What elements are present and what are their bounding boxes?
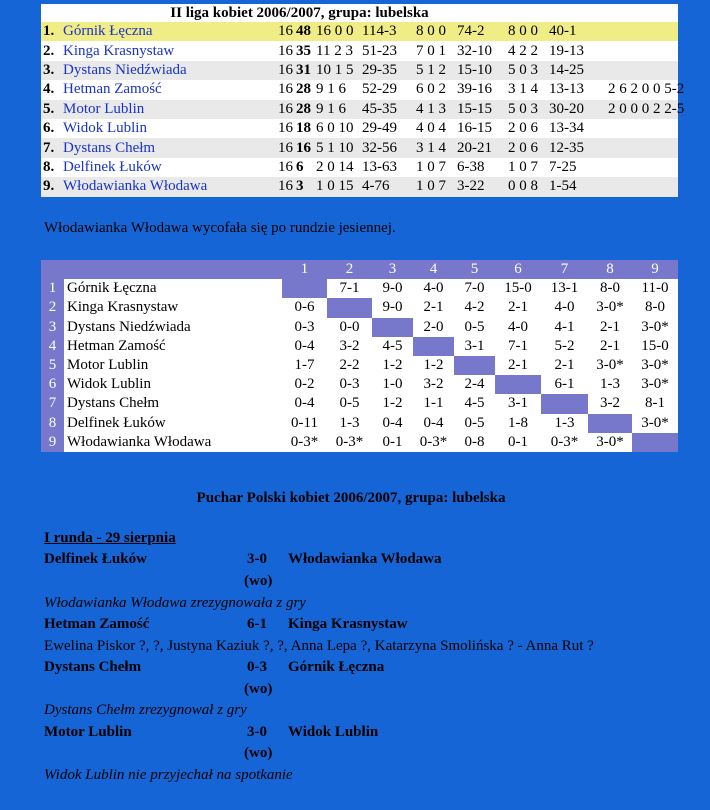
standing-home-goals: 16-15 [457, 120, 492, 137]
standing-matches: 16 [278, 81, 293, 98]
grid-result-cell: 0-5 [464, 414, 485, 431]
standing-team-name: Hetman Zamość [63, 81, 162, 98]
grid-row-number: 2 [41, 298, 64, 317]
standings-table [41, 4, 685, 197]
standing-wdl: 11 2 3 [316, 42, 353, 59]
grid-result-cell: 4-1 [554, 318, 575, 335]
grid-result-cell: 3-0* [596, 357, 624, 374]
standing-wdl: 9 1 6 [316, 100, 346, 117]
standing-head-to-head: 2 0 0 0 2 2-5 [608, 100, 685, 117]
standing-points: 28 [296, 100, 311, 117]
grid-result-cell: 1-2 [423, 357, 444, 374]
standing-points: 48 [296, 23, 311, 40]
grid-result-cell: 1-1 [423, 395, 444, 412]
match-walkover: (wo) [244, 745, 273, 761]
standing-matches: 16 [278, 120, 293, 137]
grid-result-cell: 0-3 [339, 376, 360, 393]
standing-wdl: 1 0 15 [316, 178, 354, 195]
standings-row [41, 22, 678, 41]
standing-home-goals: 15-10 [457, 61, 492, 78]
match-score: 3-0 [247, 724, 267, 740]
standing-away-goals: 30-20 [549, 100, 584, 117]
grid-column-header: 4 [413, 260, 454, 279]
standing-head-to-head [608, 177, 678, 196]
match-away-team: Włodawianka Włodawa [288, 551, 442, 567]
grid-column-header: 2 [327, 260, 372, 279]
standing-home-goals: 15-15 [457, 100, 492, 117]
grid-result-cell: 1-7 [294, 357, 315, 374]
grid-column-header: 3 [372, 260, 413, 279]
standing-position: 6. [43, 120, 55, 137]
standing-away-record: 1 0 7 [508, 158, 538, 175]
standing-home-record: 4 0 4 [416, 120, 446, 137]
grid-header-row [41, 260, 678, 279]
standing-position: 4. [43, 81, 55, 98]
standing-points: 28 [296, 81, 311, 98]
grid-diagonal-cell [588, 414, 632, 433]
grid-result-cell: 2-1 [554, 357, 575, 374]
grid-row-number: 1 [41, 279, 64, 298]
grid-result-cell: 0-11 [291, 414, 318, 431]
grid-diagonal-cell [454, 356, 495, 375]
grid-row [41, 394, 678, 413]
grid-result-cell: 3-0* [641, 376, 669, 393]
standing-position: 5. [43, 100, 55, 117]
grid-result-cell: 15-0 [641, 337, 669, 354]
grid-result-cell: 4-5 [382, 337, 403, 354]
grid-corner [41, 260, 64, 279]
grid-row [41, 337, 678, 356]
standing-position: 2. [43, 42, 55, 59]
match-home-team: Hetman Zamość [44, 616, 150, 632]
grid-result-cell: 2-1 [600, 337, 620, 354]
grid-team-name: Górnik Łęczna [67, 280, 157, 297]
grid-row-number: 5 [41, 356, 64, 375]
grid-result-cell: 0-8 [464, 433, 485, 450]
grid-result-cell: 3-0* [641, 414, 669, 431]
grid-result-cell: 4-0 [508, 318, 528, 335]
grid-row [41, 318, 678, 337]
standings-row [41, 158, 678, 177]
grid-result-cell: 0-3* [550, 433, 579, 450]
standing-goals: 29-49 [362, 120, 397, 137]
standing-goals: 29-35 [362, 61, 397, 78]
standing-home-goals: 20-21 [457, 139, 492, 156]
grid-result-cell: 3-2 [600, 395, 620, 412]
standing-head-to-head [608, 61, 678, 80]
grid-result-cell: 0-1 [382, 433, 403, 450]
standing-home-record: 7 0 1 [416, 42, 446, 59]
standing-home-goals: 39-16 [457, 81, 492, 98]
grid-result-cell: 0-3 [294, 318, 315, 335]
grid-result-cell: 9-0 [382, 280, 403, 297]
grid-team-name: Włodawianka Włodawa [67, 433, 212, 450]
grid-result-cell: 0-3* [419, 433, 448, 450]
match-away-team: Widok Lublin [288, 724, 379, 740]
standing-home-record: 8 0 0 [416, 23, 446, 40]
grid-team-name: Motor Lublin [67, 357, 149, 374]
grid-result-cell: 7-1 [508, 337, 528, 354]
grid-result-cell: 3-0* [641, 318, 669, 335]
grid-team-name: Dystans Chełm [67, 395, 160, 412]
grid-result-cell: 2-1 [423, 299, 444, 316]
standing-head-to-head [608, 119, 678, 138]
match-note: Widok Lublin nie przyjechał na spotkanie [44, 767, 293, 783]
grid-result-cell: 1-3 [554, 414, 575, 431]
grid-result-cell: 1-0 [382, 376, 403, 393]
standing-team-name: Górnik Łęczna [63, 23, 153, 40]
standing-home-goals: 32-10 [457, 42, 492, 59]
grid-result-cell: 4-0 [423, 280, 444, 297]
standing-away-record: 5 0 3 [508, 100, 538, 117]
standing-away-record: 4 2 2 [508, 42, 538, 59]
grid-result-cell: 11-0 [641, 280, 669, 297]
grid-row-number: 6 [41, 375, 64, 394]
standing-away-goals: 13-34 [549, 120, 584, 137]
standing-matches: 16 [278, 178, 293, 195]
grid-result-cell: 2-4 [464, 376, 485, 393]
grid-result-cell: 1-2 [382, 395, 403, 412]
grid-result-cell: 15-0 [504, 280, 532, 297]
grid-result-cell: 8-0 [645, 299, 665, 316]
grid-result-cell: 2-2 [339, 357, 360, 374]
standing-matches: 16 [278, 158, 293, 175]
standing-away-goals: 40-1 [549, 23, 577, 40]
grid-row [41, 279, 678, 298]
standing-away-record: 5 0 3 [508, 61, 538, 78]
grid-column-header: 6 [495, 260, 541, 279]
grid-result-cell: 3-0* [596, 433, 624, 450]
standing-away-goals: 13-13 [549, 81, 584, 98]
standing-away-record: 0 0 8 [508, 178, 538, 195]
standing-matches: 16 [278, 139, 293, 156]
grid-result-cell: 0-6 [294, 299, 315, 316]
standing-head-to-head [608, 22, 678, 41]
standing-goals: 4-76 [362, 178, 390, 195]
standing-home-record: 1 0 7 [416, 178, 446, 195]
match-walkover: (wo) [244, 681, 273, 697]
standing-home-record: 4 1 3 [416, 100, 446, 117]
grid-row-number: 9 [41, 433, 64, 452]
match-walkover: (wo) [244, 573, 273, 589]
match-home-team: Motor Lublin [44, 724, 132, 740]
standing-wdl: 5 1 10 [316, 139, 354, 156]
grid-diagonal-cell [541, 394, 588, 413]
standings-title: II liga kobiet 2006/2007, grupa: lubelska [170, 5, 429, 21]
standing-wdl: 10 1 5 [316, 61, 354, 78]
match-note: Dystans Chełm zrezygnował z gry [44, 702, 247, 718]
grid-row-number: 8 [41, 414, 64, 433]
grid-result-cell: 0-0 [339, 318, 360, 335]
standing-goals: 45-35 [362, 100, 397, 117]
grid-result-cell: 7-1 [339, 280, 360, 297]
grid-team-name: Hetman Zamość [67, 337, 166, 354]
standing-home-goals: 74-2 [457, 23, 485, 40]
grid-row-number: 3 [41, 318, 64, 337]
standing-home-record: 1 0 7 [416, 158, 446, 175]
standing-away-goals: 14-25 [549, 61, 584, 78]
standing-team-name: Delfinek Łuków [63, 158, 162, 175]
grid-row [41, 356, 678, 375]
standing-head-to-head [608, 41, 678, 60]
standing-team-name: Dystans Niedźwiada [63, 61, 187, 78]
match-score: 0-3 [247, 659, 267, 675]
standings-row [41, 41, 678, 60]
standings-row [41, 61, 678, 80]
standing-wdl: 16 0 0 [316, 23, 354, 40]
grid-result-cell: 8-1 [645, 395, 665, 412]
standings-row [41, 119, 678, 138]
grid-result-cell: 3-2 [339, 337, 360, 354]
standing-head-to-head: 2 6 2 0 0 5-2 [608, 81, 685, 98]
cup-section [0, 490, 710, 783]
grid-result-cell: 1-3 [339, 414, 360, 431]
standing-position: 8. [43, 158, 55, 175]
grid-row-number: 4 [41, 337, 64, 356]
standing-team-name: Włodawianka Włodawa [63, 178, 208, 195]
grid-result-cell: 9-0 [382, 299, 403, 316]
standing-away-record: 8 0 0 [508, 23, 538, 40]
grid-result-cell: 0-4 [294, 337, 315, 354]
standing-away-goals: 19-13 [549, 42, 584, 59]
grid-row [41, 375, 678, 394]
grid-result-cell: 3-0* [641, 357, 669, 374]
standing-matches: 16 [278, 42, 293, 59]
standing-home-record: 6 0 2 [416, 81, 446, 98]
standing-team-name: Motor Lublin [63, 100, 145, 117]
standings-row [41, 80, 678, 99]
grid-result-cell: 0-5 [464, 318, 485, 335]
standing-wdl: 2 0 14 [316, 158, 354, 175]
standings-row [41, 100, 678, 119]
standing-matches: 16 [278, 61, 293, 78]
standing-goals: 13-63 [362, 158, 397, 175]
standing-goals: 32-56 [362, 139, 397, 156]
match-away-team: Górnik Łęczna [288, 659, 385, 675]
match-score: 6-1 [247, 616, 267, 632]
match-note: Włodawianka Włodawa zrezygnowała z gry [44, 595, 306, 611]
grid-column-header: 5 [454, 260, 495, 279]
standing-position: 1. [43, 23, 55, 40]
standing-home-goals: 6-38 [457, 158, 485, 175]
grid-result-cell: 4-5 [464, 395, 485, 412]
standing-matches: 16 [278, 23, 293, 40]
standing-position: 7. [43, 139, 55, 156]
standing-points: 18 [296, 120, 311, 137]
grid-result-cell: 7-0 [464, 280, 485, 297]
grid-result-cell: 8-0 [600, 280, 620, 297]
grid-row [41, 298, 678, 317]
grid-result-cell: 4-2 [464, 299, 485, 316]
standings-row [41, 177, 678, 196]
grid-result-cell: 3-1 [508, 395, 528, 412]
results-grid [41, 260, 678, 452]
match-home-team: Dystans Chełm [44, 659, 142, 675]
grid-result-cell: 0-1 [508, 433, 528, 450]
standing-matches: 16 [278, 100, 293, 117]
standing-position: 9. [43, 178, 55, 195]
standing-goals: 114-3 [362, 23, 397, 40]
match-home-team: Delfinek Łuków [44, 551, 147, 567]
withdrawal-note: Włodawianka Włodawa wycofała się po rundzie jesiennej. [44, 220, 396, 236]
standing-goals: 52-29 [362, 81, 397, 98]
match-scorers: Ewelina Piskor ?, ?, Justyna Kaziuk ?, ?, Anna Lepa ?, Katarzyna Smolińska ? - Anna Rut ? [44, 638, 594, 654]
standing-points: 35 [296, 42, 311, 59]
grid-result-cell: 6-1 [554, 376, 575, 393]
standing-team-name: Widok Lublin [63, 120, 147, 137]
standing-head-to-head [608, 158, 678, 177]
grid-result-cell: 3-1 [464, 337, 485, 354]
standing-away-record: 3 1 4 [508, 81, 538, 98]
grid-diagonal-cell [495, 375, 541, 394]
standing-wdl: 6 0 10 [316, 120, 354, 137]
grid-result-cell: 4-0 [554, 299, 575, 316]
standing-away-record: 2 0 6 [508, 139, 538, 156]
grid-result-cell: 2-1 [600, 318, 620, 335]
grid-result-cell: 2-0 [423, 318, 444, 335]
grid-corner [64, 260, 282, 279]
grid-result-cell: 3-2 [423, 376, 444, 393]
grid-result-cell: 2-1 [508, 299, 528, 316]
standing-away-goals: 7-25 [549, 158, 577, 175]
standing-home-goals: 3-22 [457, 178, 485, 195]
grid-team-name: Kinga Krasnystaw [67, 299, 179, 316]
standing-points: 31 [296, 61, 311, 78]
grid-column-header: 7 [541, 260, 588, 279]
grid-result-cell: 0-2 [294, 376, 315, 393]
standing-team-name: Dystans Chełm [63, 139, 156, 156]
grid-result-cell: 2-1 [508, 357, 528, 374]
grid-result-cell: 3-0* [596, 299, 624, 316]
grid-result-cell: 0-3* [335, 433, 364, 450]
grid-column-header: 9 [632, 260, 678, 279]
grid-team-name: Widok Lublin [67, 376, 151, 393]
grid-diagonal-cell [632, 433, 678, 452]
grid-team-name: Delfinek Łuków [67, 414, 166, 431]
grid-result-cell: 0-3* [290, 433, 319, 450]
grid-result-cell: 0-4 [423, 414, 444, 431]
grid-result-cell: 5-2 [554, 337, 575, 354]
standing-goals: 51-23 [362, 42, 397, 59]
standing-away-record: 2 0 6 [508, 120, 538, 137]
grid-diagonal-cell [413, 337, 454, 356]
standing-head-to-head [608, 138, 678, 157]
cup-title: Puchar Polski kobiet 2006/2007, grupa: lubelska [196, 490, 506, 506]
grid-team-name: Dystans Niedźwiada [67, 318, 191, 335]
grid-result-cell: 1-3 [600, 376, 620, 393]
standing-home-record: 5 1 2 [416, 61, 446, 78]
grid-result-cell: 1-2 [382, 357, 403, 374]
grid-result-cell: 0-4 [294, 395, 315, 412]
standing-away-goals: 12-35 [549, 139, 584, 156]
standing-points: 3 [296, 178, 304, 195]
match-away-team: Kinga Krasnystaw [288, 616, 408, 632]
standing-position: 3. [43, 61, 55, 78]
grid-diagonal-cell [327, 298, 372, 317]
standing-team-name: Kinga Krasnystaw [63, 42, 175, 59]
standing-wdl: 9 1 6 [316, 81, 346, 98]
standings-row [41, 138, 678, 157]
grid-result-cell: 0-5 [339, 395, 360, 412]
standing-points: 16 [296, 139, 311, 156]
grid-result-cell: 1-8 [508, 414, 528, 431]
grid-row [41, 414, 678, 433]
standing-away-goals: 1-54 [549, 178, 577, 195]
grid-row-number: 7 [41, 394, 64, 413]
grid-result-cell: 13-1 [550, 280, 579, 297]
grid-column-header: 8 [588, 260, 632, 279]
grid-diagonal-cell [282, 279, 327, 298]
grid-row [41, 433, 678, 452]
standing-home-record: 3 1 4 [416, 139, 446, 156]
match-score: 3-0 [247, 551, 267, 567]
grid-diagonal-cell [372, 318, 413, 337]
standing-points: 6 [296, 158, 304, 175]
grid-column-header: 1 [282, 260, 327, 279]
grid-result-cell: 0-4 [382, 414, 403, 431]
cup-round-heading: I runda - 29 sierpnia [44, 530, 176, 546]
